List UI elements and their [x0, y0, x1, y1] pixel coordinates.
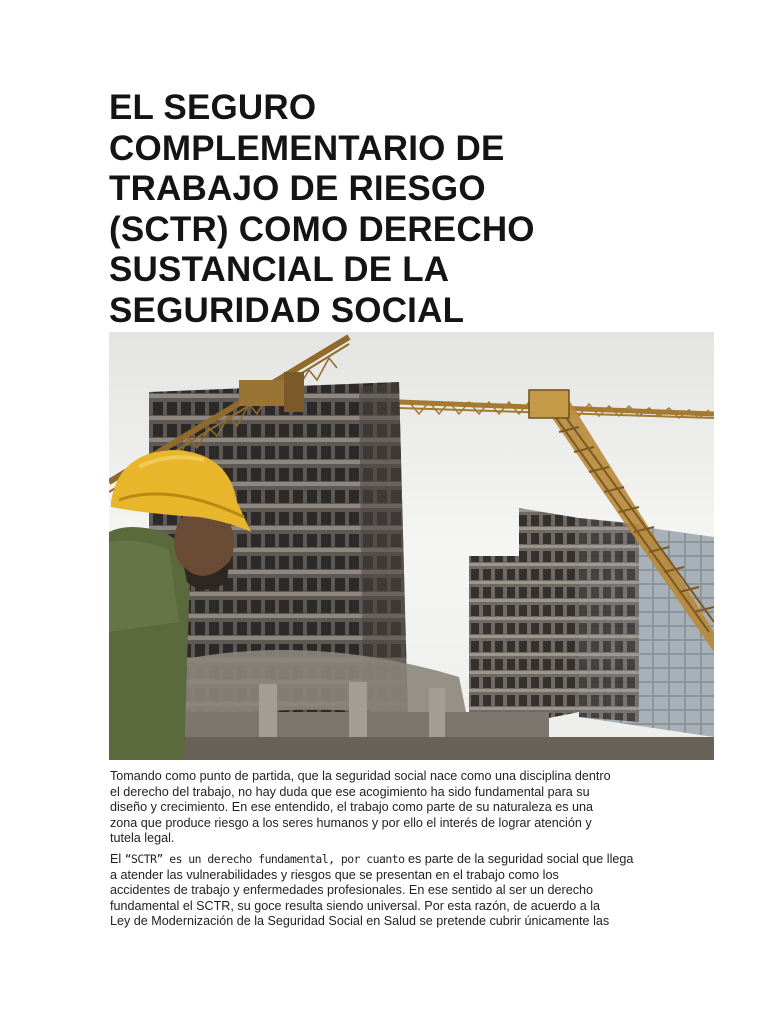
paragraph-first-line: [110, 852, 650, 868]
paragraph-line: zona que produce riesgo a los seres humanos y por ello el interés de lograr atención y: [110, 815, 592, 830]
paragraph-line: Tomando como punto de partida, que la seguridad social nace como una disciplina dentro: [110, 769, 611, 783]
paragraph-line: accidentes de trabajo y enfermedades profesionales. En ese sentido al ser un derecho: [110, 883, 594, 898]
paragraph-line: fundamental el SCTR, su goce resulta siendo universal. Por esta razón, de acuerdo a la: [110, 898, 601, 913]
title-line: (SCTR) COMO DERECHO: [109, 209, 535, 249]
paragraph-line: tutela legal.: [110, 831, 175, 846]
title-line: COMPLEMENTARIO DE: [109, 128, 505, 168]
paragraph-line: el derecho del trabajo, no hay duda que ese acogimiento ha sido fundamental para su: [110, 784, 590, 799]
paragraph-text-mono: “SCTR” es un derecho fundamental, por cuanto: [124, 852, 405, 866]
title-line: EL SEGURO: [109, 88, 317, 127]
paragraph-sctr: [110, 852, 650, 930]
construction-photo: [109, 332, 714, 760]
paragraph-text: es parte de la seguridad social que llega: [407, 852, 634, 866]
paragraph-line: Ley de Modernización de la Seguridad Social en Salud se pretende cubrir únicamente las: [110, 914, 610, 929]
paragraph-line: diseño y crecimiento. En ese entendido, el trabajo como parte de su naturaleza es una: [110, 800, 594, 815]
title-line: SUSTANCIAL DE LA: [109, 250, 450, 289]
document-title: [109, 88, 669, 331]
title-line: TRABAJO DE RIESGO: [109, 169, 486, 208]
paragraph-intro: [110, 769, 650, 847]
title-line: SEGURIDAD SOCIAL: [109, 290, 465, 330]
paragraph-line: a atender las vulnerabilidades y riesgos que se presentan en el trabajo como los: [110, 867, 559, 882]
paragraph-text: El: [110, 852, 122, 866]
